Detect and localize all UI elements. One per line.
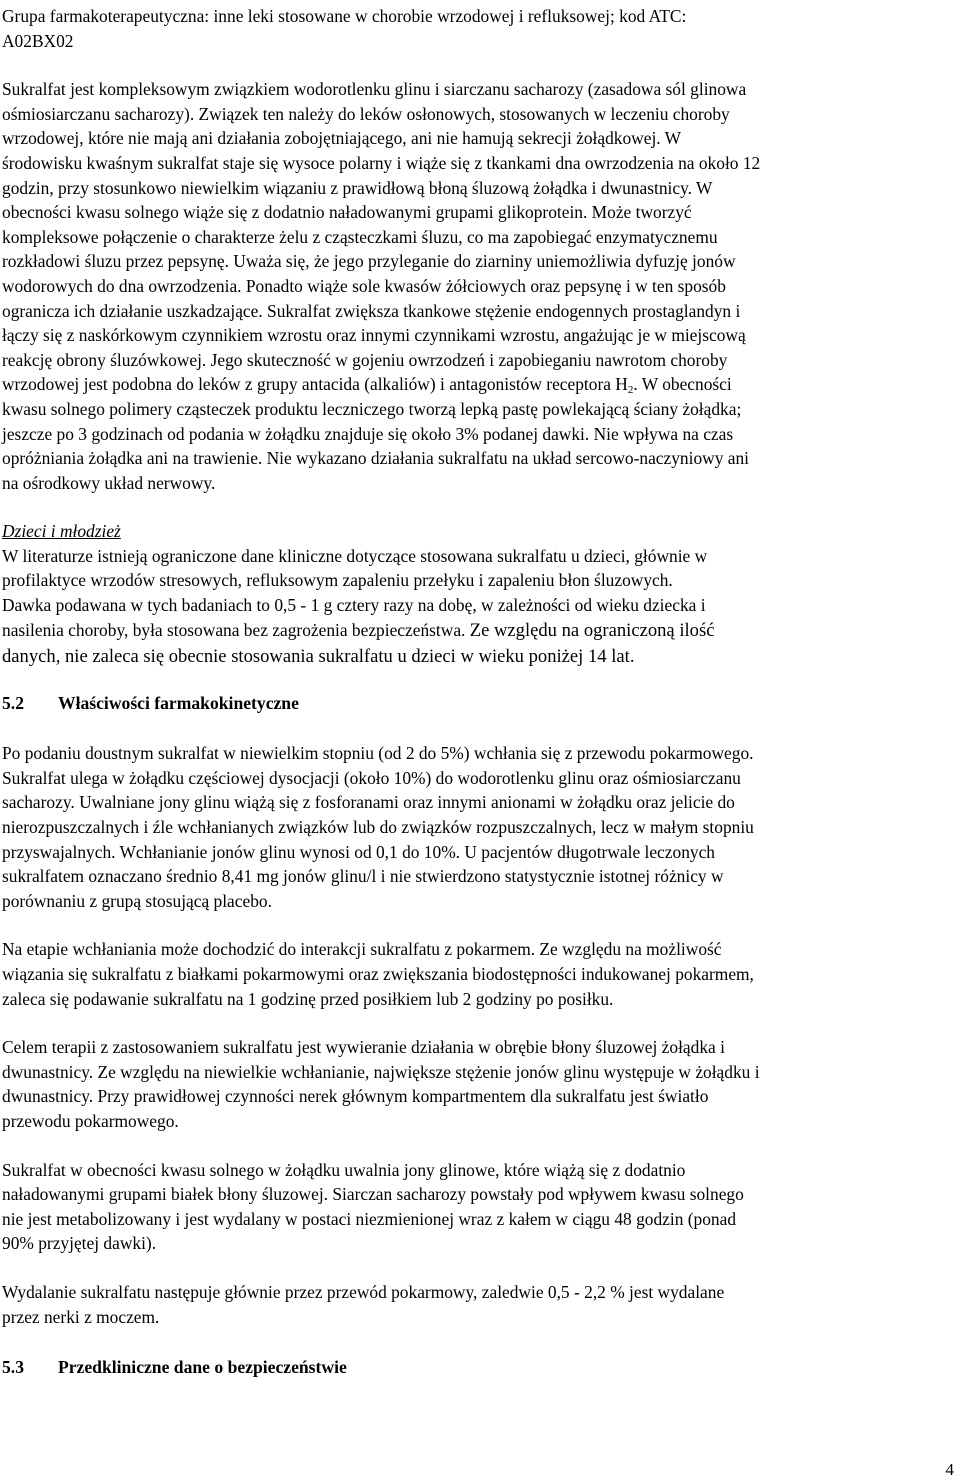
text-line: ogranicza ich działanie uszkadzające. Sukralfat zwiększa tkankowe stężenie endogennych prostaglandyn i — [2, 300, 741, 321]
section-number: 5.3 — [2, 1357, 24, 1378]
text-line: Na etapie wchłaniania może dochodzić do interakcji sukralfatu z pokarmem. Ze względu na możliwość — [2, 939, 722, 960]
text-line-mixed — [2, 618, 952, 644]
text-line: nierozpuszczalnych i źle wchłanianych związków lub do związków rozpuszczalnych, lecz w małym stopniu — [2, 817, 754, 838]
text-line: dwunastnicy. Ze względu na niewielkie wchłanianie, największe stężenie jonów glinu występuje w żołądku i — [2, 1061, 760, 1082]
pharmacotherapeutic-group — [2, 4, 952, 53]
page-number: 4 — [945, 1460, 954, 1479]
text-line: obecności kwasu solnego wiąże się z dodatnio naładowanymi grupami glikoprotein. Może tworzyć — [2, 202, 692, 223]
document-page — [2, 0, 952, 1379]
text-run: wrzodowej jest podobna do leków z grupy antacida (alkaliów) i antagonistów receptora H — [2, 374, 628, 395]
text-line: godzin, przy stosunkowo niewielkim wiązaniu z prawidłową błoną śluzową żołądka i dwunastnicy. W — [2, 177, 713, 198]
text-line: Sukralfat w obecności kwasu solnego w żołądku uwalnia jony glinowe, które wiążą się z dodatnio — [2, 1159, 686, 1180]
text-line: nie jest metabolizowany i jest wydalany w postaci niezmienionej wraz z kałem w ciągu 48 godzin (ponad — [2, 1208, 737, 1229]
text-line: sacharozy. Uwalniane jony glinu wiążą się z fosforanami oraz innymi anionami w żołądku oraz jelicie do — [2, 792, 735, 813]
children-paragraph — [2, 544, 952, 671]
text-line: łączy się z naskórkowym czynnikiem wzrostu oraz innymi czynnikami wzrostu, angażując je w miejscową — [2, 325, 746, 346]
text-line: opróżniania żołądka ani na trawienie. Nie wykazano działania sukralfatu na układ sercowo-naczyniowy ani — [2, 448, 749, 469]
pk-paragraph-5 — [2, 1280, 952, 1329]
text-line: na ośrodkowy układ nerwowy. — [2, 472, 216, 493]
text-line: kwasu solnego polimery cząsteczek produktu leczniczego tworzą lepką pastę powlekającą ściany żołądka; — [2, 398, 742, 419]
text-line: porównaniu z grupą stosującą placebo. — [2, 890, 272, 911]
text-run: . W obecności — [633, 374, 732, 395]
text-line: reakcję obrony śluzówkowej. Jego skuteczność w gojeniu owrzodzeń i zapobieganiu nawrotom choroby — [2, 349, 728, 370]
section-heading-5-2 — [2, 691, 952, 715]
text-line: Wydalanie sukralfatu następuje głównie przez przewód pokarmowy, zaledwie 0,5 - 2,2 % jest wydalane — [2, 1281, 725, 1302]
text-line: wodorowych do dna owrzodzenia. Ponadto wiąże sole kwasów żółciowych oraz pepsynę i w ten sposób — [2, 275, 726, 296]
pk-paragraph-1 — [2, 741, 952, 913]
text-line: Po podaniu doustnym sukralfat w niewielkim stopniu (od 2 do 5%) wchłania się z przewodu pokarmowego. — [2, 743, 754, 764]
section-number: 5.2 — [2, 693, 24, 714]
text-line: ośmiosiarczanu sacharozy). Związek ten należy do leków osłonowych, stosowanych w leczeniu choroby — [2, 103, 730, 124]
section-title: Właściwości farmakokinetyczne — [58, 693, 299, 714]
text-line: przyswajalnych. Wchłanianie jonów glinu wynosi od 0,1 do 10%. U pacjentów długotrwale leczonych — [2, 841, 715, 862]
text-run-large: Ze względu na ograniczoną ilość — [469, 619, 715, 641]
text-line: przewodu pokarmowego. — [2, 1110, 179, 1131]
text-line-h2 — [2, 372, 952, 397]
pk-paragraph-4 — [2, 1158, 952, 1256]
section-title: Przedkliniczne dane o bezpieczeństwie — [58, 1357, 347, 1378]
text-line: Sukralfat jest kompleksowym związkiem wodorotlenku glinu i siarczanu sacharozy (zasadowa sól glinowa — [2, 79, 747, 100]
text-line: wrzodowej, które nie mają ani działania zobojętniającego, ani nie hamują sekrecji żołądkowej. W — [2, 128, 682, 149]
text-line: profilaktyce wrzodów stresowych, refluksowym zapaleniu przełyku i zapaleniu błon śluzowych. — [2, 570, 673, 591]
text-line: 90% przyjętej dawki). — [2, 1233, 157, 1254]
children-subheading: Dzieci i młodzież — [2, 521, 121, 542]
text-line: kompleksowe połączenie o charakterze żelu z cząsteczkami śluzu, co ma zapobiegać enzymatycznemu — [2, 226, 718, 247]
text-line: W literaturze istnieją ograniczone dane kliniczne dotyczące stosowana sukralfatu u dzieci, głównie w — [2, 545, 708, 566]
text-line: sukralfatem oznaczano średnio 8,41 mg jonów glinu/l i nie stwierdzono statystycznie istotnej różnicy w — [2, 866, 724, 887]
text-line: jeszcze po 3 godzinach od podania w żołądku znajduje się około 3% podanej dawki. Nie wpływa na czas — [2, 423, 734, 444]
pk-paragraph-3 — [2, 1035, 952, 1133]
pk-paragraph-2 — [2, 937, 952, 1011]
text-line: środowisku kwaśnym sukralfat staje się wysoce polarny i wiąże się z tkankami dna owrzodzenia na około 12 — [2, 152, 761, 173]
text-line: Sukralfat ulega w żołądku częściowej dysocjacji (około 10%) do wodorotlenku glinu oraz ośmiosiarczanu — [2, 767, 741, 788]
pharmacodynamics-paragraph — [2, 77, 952, 495]
text-line: Celem terapii z zastosowaniem sukralfatu jest wywieranie działania w obrębie błony śluzowej żołądka i — [2, 1037, 725, 1058]
text-line: Grupa farmakoterapeutyczna: inne leki stosowane w chorobie wrzodowej i refluksowej; kod ATC: — [2, 6, 687, 26]
text-line: A02BX02 — [2, 30, 74, 51]
text-line: przez nerki z moczem. — [2, 1306, 160, 1327]
text-line: danych, nie zaleca się obecnie stosowania sukralfatu u dzieci w wieku poniżej 14 lat. — [2, 646, 635, 668]
text-line: rozkładowi śluzu przez pepsynę. Uważa się, że jego przyleganie do ziarniny uniemożliwia dyfuzję jonów — [2, 251, 736, 272]
subscript: 2 — [627, 384, 634, 397]
section-heading-5-3 — [2, 1355, 952, 1379]
text-line: wiązania się sukralfatu z białkami pokarmowymi oraz zwiększania biodostępności indukowanej pokarmem, — [2, 964, 754, 984]
text-line: zaleca się podawanie sukralfatu na 1 godzinę przed posiłkiem lub 2 godziny po posiłku. — [2, 988, 614, 1009]
text-run: nasilenia choroby, była stosowana bez zagrożenia bezpieczeństwa. — [2, 619, 470, 640]
text-line: Dawka podawana w tych badaniach to 0,5 - 1 g cztery razy na dobę, w zależności od wieku dziecka i — [2, 595, 706, 616]
text-line: naładowanymi grupami białek błony śluzowej. Siarczan sacharozy powstały pod wpływem kwasu solnego — [2, 1184, 744, 1205]
text-line: dwunastnicy. Przy prawidłowej czynności nerek głównym kompartmentem dla sukralfatu jest światło — [2, 1086, 709, 1107]
